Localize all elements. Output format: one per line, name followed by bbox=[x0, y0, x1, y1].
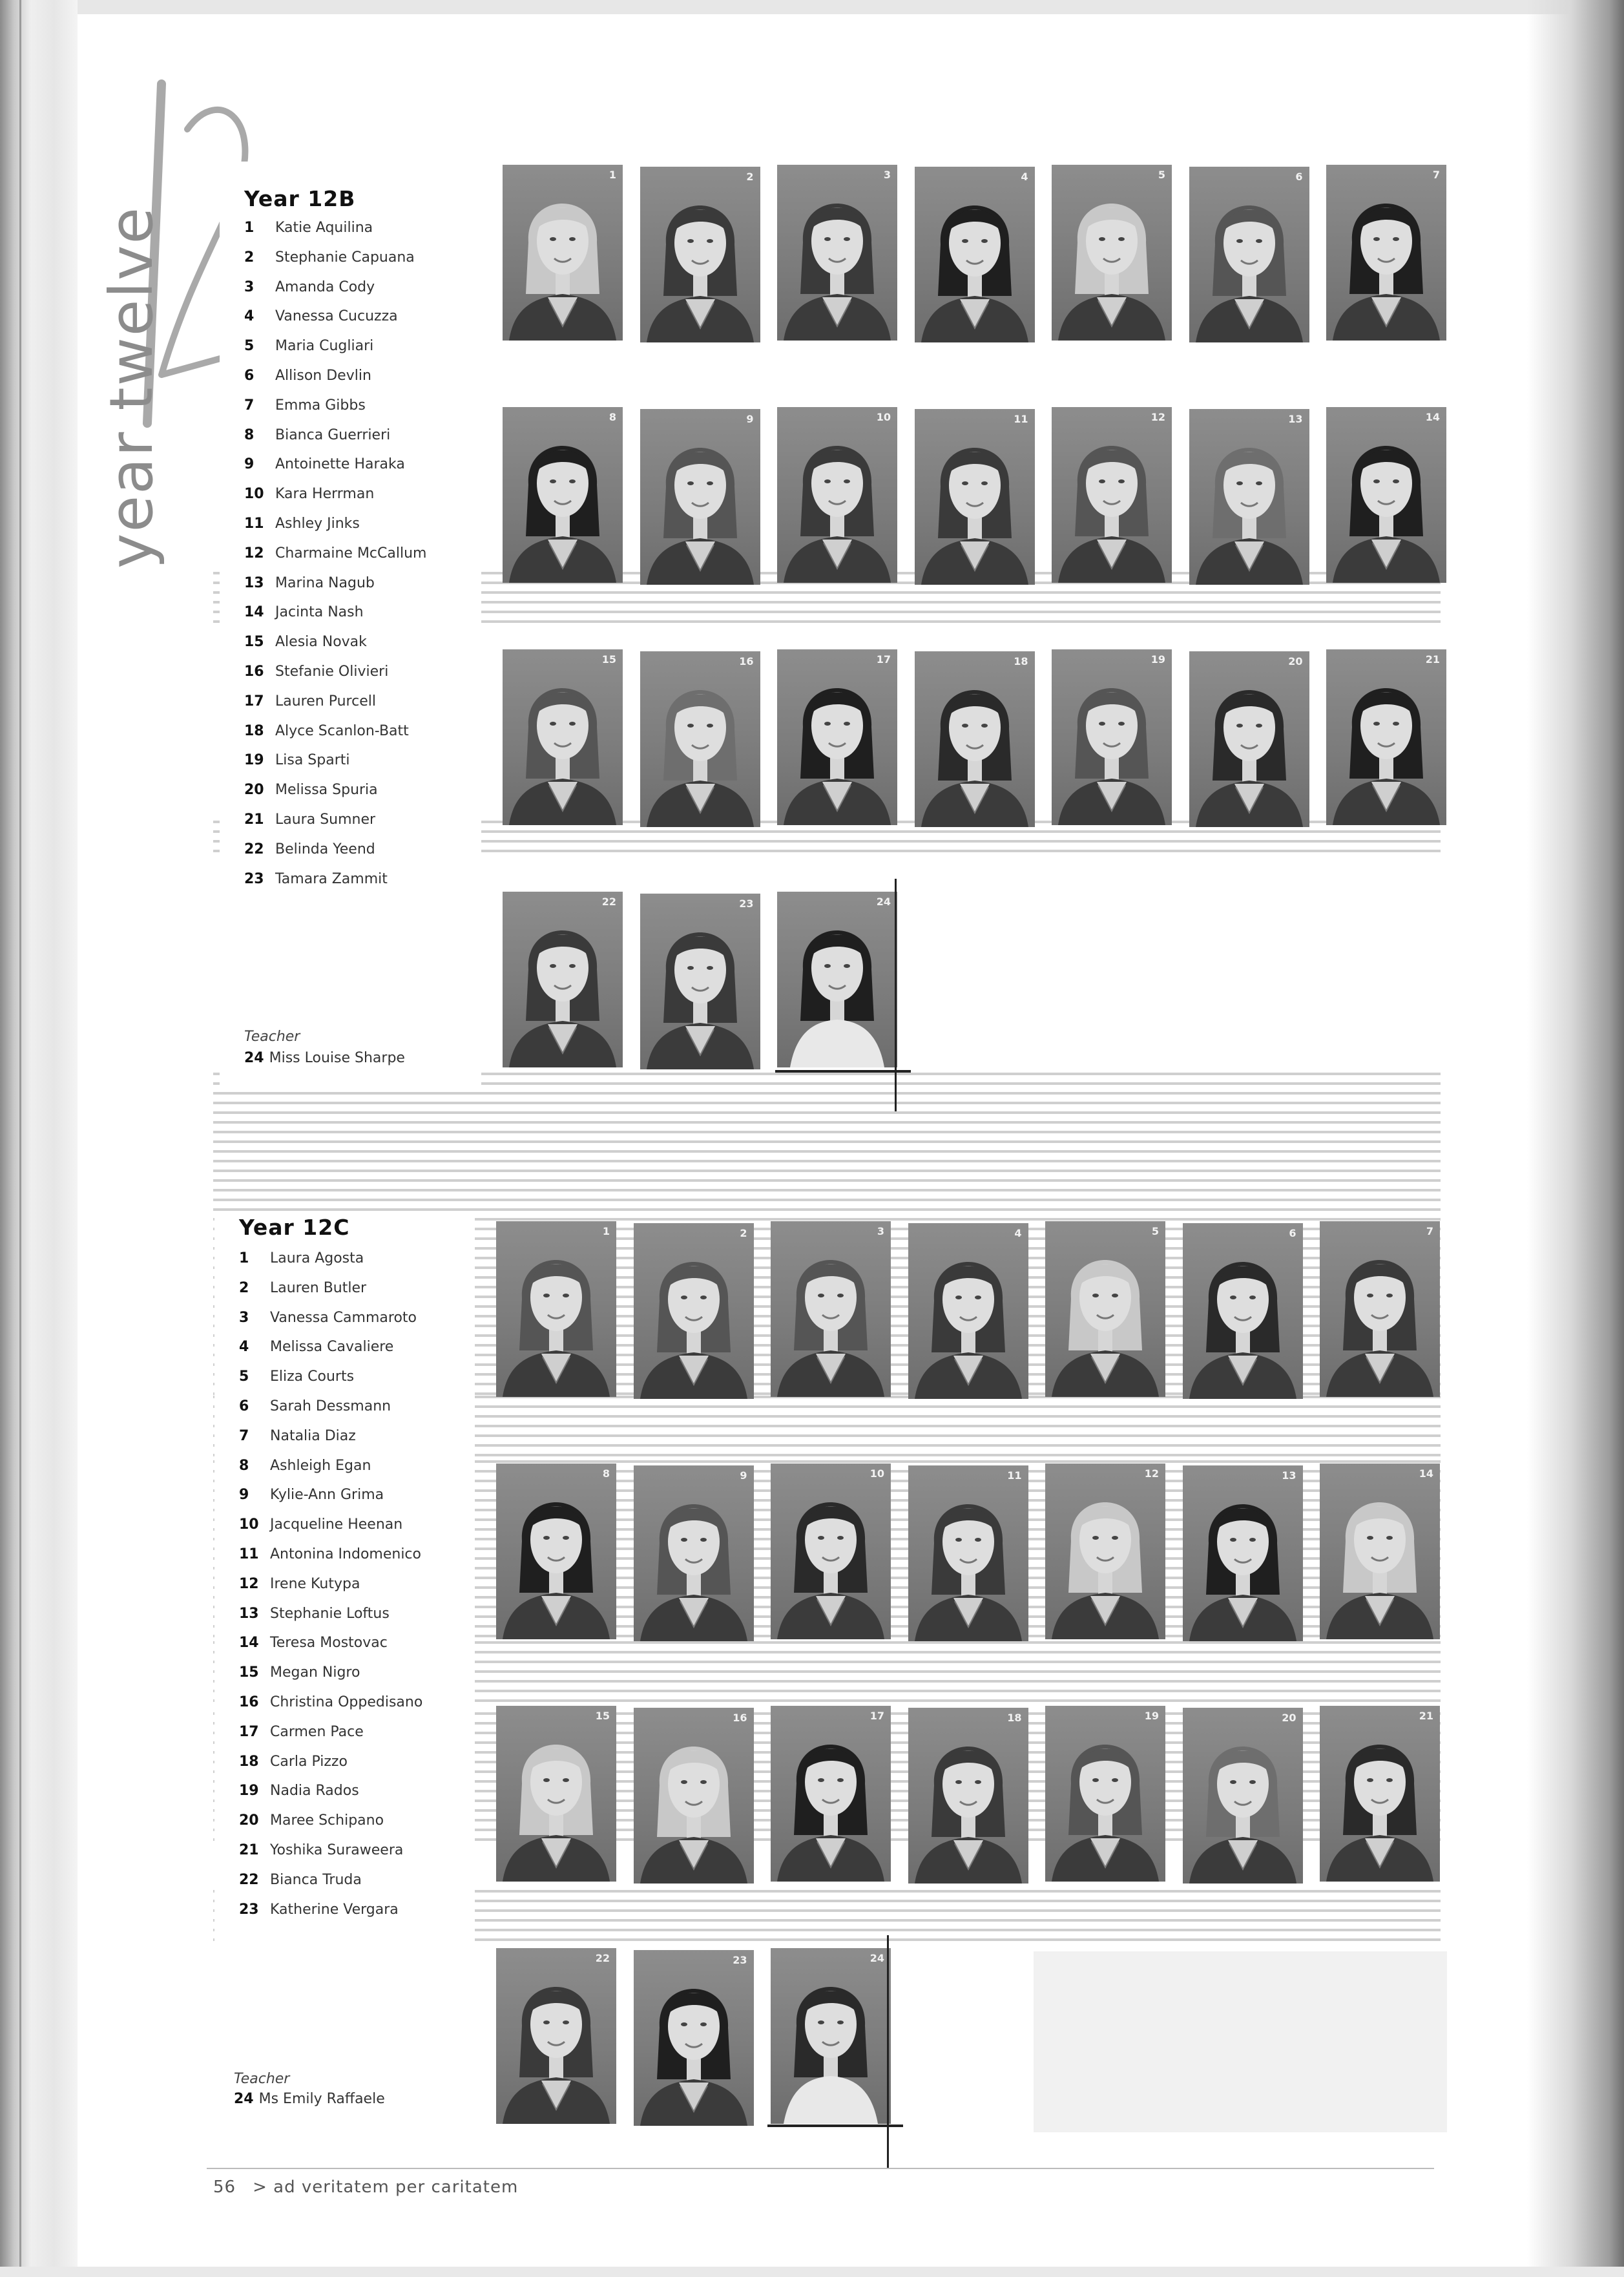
student-portrait-photo bbox=[1045, 1221, 1165, 1397]
photo-number-label: 2 bbox=[746, 171, 754, 183]
photo-number-label: 20 bbox=[1282, 1712, 1296, 1724]
section-label: year twelve bbox=[97, 205, 166, 569]
student-portrait-photo bbox=[634, 1465, 754, 1641]
photo-number-label: 16 bbox=[733, 1712, 747, 1724]
roster-number: 10 bbox=[244, 486, 264, 503]
student-portrait-photo bbox=[640, 409, 760, 585]
student-name: Kara Herrman bbox=[275, 486, 375, 503]
roster-number: 2 bbox=[244, 249, 255, 266]
student-portrait-photo bbox=[1320, 1221, 1440, 1397]
roster-number: 16 bbox=[239, 1694, 259, 1710]
student-name: Kylie-Ann Grima bbox=[270, 1487, 384, 1504]
roster-number: 23 bbox=[244, 870, 264, 887]
student-portrait-photo bbox=[915, 167, 1035, 342]
photo-number-label: 22 bbox=[601, 896, 616, 908]
roster-row bbox=[244, 782, 378, 808]
photo-number-label: 15 bbox=[595, 1710, 610, 1722]
student-portrait-photo bbox=[771, 1221, 891, 1397]
photo-number-label: 1 bbox=[602, 1225, 610, 1237]
student-name: Stephanie Loftus bbox=[270, 1605, 390, 1622]
roster-row bbox=[244, 397, 366, 423]
student-name: Nadia Rados bbox=[270, 1783, 359, 1800]
student-name: Carla Pizzo bbox=[270, 1753, 348, 1770]
roster-number: 14 bbox=[239, 1635, 259, 1652]
student-portrait-photo bbox=[640, 894, 760, 1069]
photo-number-label: 8 bbox=[602, 1467, 610, 1480]
student-portrait-photo bbox=[1052, 649, 1172, 825]
student-portrait-photo bbox=[1183, 1708, 1303, 1884]
roster-number: 4 bbox=[244, 308, 255, 325]
roster-row bbox=[239, 1664, 360, 1690]
student-name: Bianca Guerrieri bbox=[275, 426, 391, 443]
student-name: Megan Nigro bbox=[270, 1664, 360, 1681]
roster-number: 18 bbox=[239, 1753, 259, 1770]
student-portrait-photo bbox=[908, 1465, 1028, 1641]
student-portrait-photo bbox=[777, 165, 897, 341]
roster-row bbox=[244, 249, 415, 275]
roster-row bbox=[239, 1872, 362, 1898]
photo-number-label: 10 bbox=[869, 1467, 884, 1480]
roster-number: 20 bbox=[239, 1812, 259, 1829]
photo-number-label: 5 bbox=[1151, 1225, 1159, 1237]
roster-number: 8 bbox=[239, 1457, 249, 1474]
student-name: Alyce Scanlon-Batt bbox=[275, 722, 409, 739]
student-portrait-photo bbox=[771, 1706, 891, 1882]
photo-number-label: 9 bbox=[740, 1469, 747, 1482]
roster-row bbox=[244, 752, 350, 778]
roster-row bbox=[244, 812, 375, 837]
roster-row bbox=[244, 427, 390, 453]
roster-row bbox=[239, 1635, 388, 1661]
photo-number-label: 24 bbox=[876, 896, 891, 908]
roster-number: 15 bbox=[244, 634, 264, 651]
page-curl-shadow bbox=[1527, 0, 1624, 2277]
student-name: Vanessa Cucuzza bbox=[275, 308, 398, 325]
roster-number: 22 bbox=[239, 1871, 259, 1888]
student-name: Vanessa Cammaroto bbox=[270, 1309, 417, 1326]
roster-number: 6 bbox=[239, 1398, 249, 1414]
roster-row bbox=[244, 220, 373, 246]
student-name: Katie Aquilina bbox=[275, 220, 373, 236]
photo-number-label: 8 bbox=[609, 411, 616, 423]
student-portrait-photo bbox=[1326, 165, 1446, 341]
photo-number-label: 15 bbox=[601, 653, 616, 666]
photo-number-label: 19 bbox=[1144, 1710, 1159, 1722]
student-portrait-photo bbox=[1189, 409, 1309, 585]
photo-number-label: 14 bbox=[1425, 411, 1440, 423]
student-portrait-photo bbox=[1320, 1464, 1440, 1639]
student-name: Laura Agosta bbox=[270, 1250, 364, 1266]
roster-number: 9 bbox=[239, 1487, 249, 1504]
roster-number: 21 bbox=[244, 812, 264, 828]
roster-row bbox=[244, 308, 398, 334]
teacher-full-name: Miss Louise Sharpe bbox=[269, 1050, 405, 1066]
student-portrait-photo bbox=[503, 649, 623, 825]
student-name: Allison Devlin bbox=[275, 368, 371, 384]
student-name: Maree Schipano bbox=[270, 1812, 384, 1829]
scan-bottom-edge bbox=[0, 2267, 1624, 2277]
roster-row bbox=[239, 1606, 390, 1632]
roster-row bbox=[239, 1694, 422, 1720]
roster-number: 13 bbox=[244, 574, 264, 591]
faint-print-area bbox=[1034, 1951, 1447, 2132]
roster-row bbox=[244, 841, 375, 867]
photo-number-label: 19 bbox=[1150, 653, 1165, 666]
roster-row bbox=[239, 1310, 417, 1336]
photo-number-label: 23 bbox=[733, 1954, 747, 1966]
student-portrait-photo bbox=[1326, 649, 1446, 825]
roster-number: 2 bbox=[239, 1279, 249, 1296]
class-title-12b: Year 12B bbox=[244, 186, 356, 211]
roster-number: 22 bbox=[244, 841, 264, 857]
roster-number: 3 bbox=[244, 278, 255, 295]
photo-number-label: 6 bbox=[1295, 171, 1303, 183]
student-name: Jacqueline Heenan bbox=[270, 1516, 403, 1533]
student-name: Marina Nagub bbox=[275, 574, 375, 591]
roster-row bbox=[244, 279, 375, 305]
teacher-photo-corner-line bbox=[767, 2125, 903, 2127]
footer-rule bbox=[207, 2168, 1434, 2169]
photo-number-label: 11 bbox=[1007, 1469, 1022, 1482]
student-portrait-photo bbox=[496, 1948, 616, 2124]
roster-number: 19 bbox=[244, 752, 264, 769]
student-name: Irene Kutypa bbox=[270, 1575, 360, 1592]
student-portrait-photo bbox=[1183, 1465, 1303, 1641]
roster-row bbox=[244, 516, 360, 541]
student-name: Yoshika Suraweera bbox=[270, 1842, 404, 1858]
photo-number-label: 9 bbox=[746, 413, 754, 425]
photo-number-label: 17 bbox=[876, 653, 891, 666]
student-portrait-photo bbox=[908, 1223, 1028, 1399]
student-portrait-photo bbox=[496, 1706, 616, 1882]
roster-row bbox=[239, 1339, 393, 1365]
roster-row bbox=[239, 1398, 391, 1424]
roster-row bbox=[239, 1280, 366, 1306]
student-name: Teresa Mostovac bbox=[270, 1635, 388, 1652]
roster-row bbox=[239, 1458, 371, 1484]
teacher-photo-corner-line bbox=[775, 1070, 911, 1073]
photo-number-label: 12 bbox=[1144, 1467, 1159, 1480]
roster-number: 4 bbox=[239, 1339, 249, 1356]
roster-number: 20 bbox=[244, 782, 264, 799]
photo-number-label: 12 bbox=[1150, 411, 1165, 423]
roster-row bbox=[244, 634, 367, 660]
photo-number-label: 6 bbox=[1289, 1227, 1296, 1239]
roster-row bbox=[239, 1754, 348, 1779]
photo-number-label: 18 bbox=[1007, 1712, 1022, 1724]
roster-row bbox=[244, 486, 374, 512]
student-name: Maria Cugliari bbox=[275, 338, 374, 355]
student-name: Eliza Courts bbox=[270, 1369, 355, 1385]
roster-number: 15 bbox=[239, 1664, 259, 1681]
roster-row bbox=[239, 1487, 384, 1513]
roster-row bbox=[239, 1812, 384, 1838]
teacher-full-name: Ms Emily Raffaele bbox=[258, 2091, 385, 2107]
teacher-number: 24 bbox=[234, 2091, 254, 2107]
photo-number-label: 4 bbox=[1021, 171, 1028, 183]
student-name: Lauren Purcell bbox=[275, 693, 376, 709]
student-portrait-photo bbox=[496, 1221, 616, 1397]
school-motto: > ad veritatem per caritatem bbox=[253, 2177, 519, 2197]
roster-number: 23 bbox=[239, 1901, 259, 1918]
roster-number: 8 bbox=[244, 426, 255, 443]
student-name: Ashley Jinks bbox=[275, 516, 360, 532]
student-portrait-photo bbox=[1326, 407, 1446, 583]
student-name: Jacinta Nash bbox=[275, 604, 364, 621]
roster-number: 7 bbox=[244, 397, 255, 414]
roster-row bbox=[239, 1783, 359, 1809]
photo-number-label: 2 bbox=[740, 1227, 747, 1239]
roster-number: 1 bbox=[244, 220, 255, 236]
student-portrait-photo bbox=[771, 1464, 891, 1639]
roster-row bbox=[244, 871, 388, 897]
student-portrait-photo bbox=[496, 1464, 616, 1639]
page-footer bbox=[213, 2177, 518, 2197]
roster-row bbox=[239, 1516, 402, 1542]
roster-number: 14 bbox=[244, 604, 264, 621]
student-portrait-photo bbox=[1189, 167, 1309, 342]
student-portrait-photo bbox=[1320, 1706, 1440, 1882]
student-name: Belinda Yeend bbox=[275, 841, 375, 857]
photo-number-label: 17 bbox=[869, 1710, 884, 1722]
roster-row bbox=[244, 664, 388, 689]
photo-number-label: 7 bbox=[1426, 1225, 1433, 1237]
roster-row bbox=[239, 1576, 360, 1602]
student-name: Charmaine McCallum bbox=[275, 545, 427, 561]
student-portrait-photo bbox=[503, 892, 623, 1067]
student-portrait-photo bbox=[634, 1708, 754, 1884]
student-portrait-photo bbox=[1183, 1223, 1303, 1399]
photo-number-label: 23 bbox=[739, 897, 754, 910]
roster-number: 19 bbox=[239, 1783, 259, 1800]
student-name: Antoinette Haraka bbox=[275, 456, 405, 473]
teacher-photo-corner-line bbox=[887, 1935, 889, 2168]
student-portrait-photo bbox=[634, 1950, 754, 2126]
roster-number: 16 bbox=[244, 664, 264, 680]
photo-number-label: 16 bbox=[739, 655, 754, 667]
teacher-caption-12b: Teacher bbox=[244, 1029, 300, 1045]
student-name: Lisa Sparti bbox=[275, 752, 350, 769]
student-portrait-photo bbox=[1052, 165, 1172, 341]
roster-row bbox=[244, 456, 405, 482]
roster-row bbox=[244, 693, 376, 719]
student-portrait-photo bbox=[1189, 651, 1309, 827]
roster-row bbox=[239, 1250, 364, 1276]
student-name: Sarah Dessmann bbox=[270, 1398, 391, 1414]
photo-number-label: 7 bbox=[1432, 169, 1440, 181]
student-name: Christina Oppedisano bbox=[270, 1694, 423, 1710]
student-name: Alesia Novak bbox=[275, 634, 367, 651]
roster-number: 11 bbox=[239, 1546, 259, 1562]
teacher-name-12b bbox=[244, 1050, 405, 1066]
roster-row bbox=[239, 1546, 421, 1572]
photo-number-label: 4 bbox=[1014, 1227, 1022, 1239]
photo-number-label: 1 bbox=[609, 169, 616, 181]
student-name: Ashleigh Egan bbox=[270, 1457, 371, 1474]
roster-number: 7 bbox=[239, 1427, 249, 1444]
student-name: Antonina Indomenico bbox=[270, 1546, 421, 1562]
photo-number-label: 11 bbox=[1014, 413, 1028, 425]
roster-number: 21 bbox=[239, 1842, 259, 1858]
roster-number: 5 bbox=[239, 1369, 249, 1385]
student-portrait-photo bbox=[503, 407, 623, 583]
roster-row bbox=[239, 1724, 364, 1750]
teacher-photo-corner-line bbox=[895, 879, 897, 1111]
student-name: Melissa Cavaliere bbox=[270, 1339, 394, 1356]
photo-number-label: 10 bbox=[876, 411, 891, 423]
teacher-portrait-photo bbox=[777, 892, 897, 1067]
scan-top-edge bbox=[0, 0, 1624, 14]
teacher-caption-12c: Teacher bbox=[234, 2071, 290, 2087]
student-name: Carmen Pace bbox=[270, 1723, 364, 1740]
photo-number-label: 18 bbox=[1014, 655, 1028, 667]
roster-row bbox=[244, 604, 364, 630]
roster-number: 13 bbox=[239, 1605, 259, 1622]
student-portrait-photo bbox=[640, 651, 760, 827]
roster-row bbox=[244, 338, 373, 364]
student-name: Emma Gibbs bbox=[275, 397, 366, 414]
roster-number: 10 bbox=[239, 1516, 259, 1533]
student-name: Lauren Butler bbox=[270, 1279, 367, 1296]
student-portrait-photo bbox=[908, 1708, 1028, 1884]
roster-row bbox=[239, 1902, 399, 1927]
page-binding-shadow bbox=[0, 0, 78, 2277]
student-name: Laura Sumner bbox=[275, 812, 376, 828]
student-name: Stephanie Capuana bbox=[275, 249, 415, 266]
roster-row bbox=[239, 1428, 356, 1454]
student-name: Bianca Truda bbox=[270, 1871, 362, 1888]
roster-number: 18 bbox=[244, 722, 264, 739]
photo-number-label: 24 bbox=[869, 1952, 884, 1964]
page-number: 56 bbox=[213, 2177, 236, 2197]
photo-number-label: 21 bbox=[1425, 653, 1440, 666]
student-portrait-photo bbox=[1045, 1706, 1165, 1882]
roster-number: 5 bbox=[244, 338, 255, 355]
student-portrait-photo bbox=[915, 409, 1035, 585]
photo-number-label: 3 bbox=[883, 169, 891, 181]
student-portrait-photo bbox=[503, 165, 623, 341]
student-name: Natalia Diaz bbox=[270, 1427, 356, 1444]
photo-number-label: 14 bbox=[1419, 1467, 1433, 1480]
student-name: Stefanie Olivieri bbox=[275, 664, 389, 680]
student-portrait-photo bbox=[634, 1223, 754, 1399]
student-portrait-photo bbox=[1045, 1464, 1165, 1639]
student-name: Tamara Zammit bbox=[275, 870, 388, 887]
roster-row bbox=[239, 1842, 403, 1868]
student-portrait-photo bbox=[640, 167, 760, 342]
roster-row bbox=[244, 723, 409, 749]
photo-number-label: 20 bbox=[1288, 655, 1303, 667]
student-name: Amanda Cody bbox=[275, 278, 375, 295]
student-name: Katherine Vergara bbox=[270, 1901, 399, 1918]
roster-number: 12 bbox=[239, 1575, 259, 1592]
photo-number-label: 5 bbox=[1158, 169, 1165, 181]
roster-row bbox=[239, 1369, 354, 1394]
photo-number-label: 13 bbox=[1282, 1469, 1296, 1482]
roster-number: 17 bbox=[239, 1723, 259, 1740]
photo-number-label: 3 bbox=[877, 1225, 884, 1237]
teacher-name-12c bbox=[234, 2091, 385, 2107]
student-name: Melissa Spuria bbox=[275, 782, 378, 799]
class-title-12c: Year 12C bbox=[239, 1215, 350, 1240]
roster-number: 1 bbox=[239, 1250, 249, 1266]
photo-number-label: 21 bbox=[1419, 1710, 1433, 1722]
roster-row bbox=[244, 575, 375, 601]
roster-row bbox=[244, 545, 426, 571]
student-portrait-photo bbox=[1052, 407, 1172, 583]
teacher-portrait-photo bbox=[771, 1948, 891, 2124]
roster-number: 17 bbox=[244, 693, 264, 709]
roster-number: 3 bbox=[239, 1309, 249, 1326]
roster-row bbox=[244, 368, 371, 393]
teacher-number: 24 bbox=[244, 1050, 264, 1066]
roster-number: 9 bbox=[244, 456, 255, 473]
student-portrait-photo bbox=[777, 649, 897, 825]
photo-number-label: 13 bbox=[1288, 413, 1303, 425]
roster-number: 6 bbox=[244, 368, 255, 384]
student-portrait-photo bbox=[777, 407, 897, 583]
photo-number-label: 22 bbox=[595, 1952, 610, 1964]
roster-number: 11 bbox=[244, 516, 264, 532]
student-portrait-photo bbox=[915, 651, 1035, 827]
roster-number: 12 bbox=[244, 545, 264, 561]
